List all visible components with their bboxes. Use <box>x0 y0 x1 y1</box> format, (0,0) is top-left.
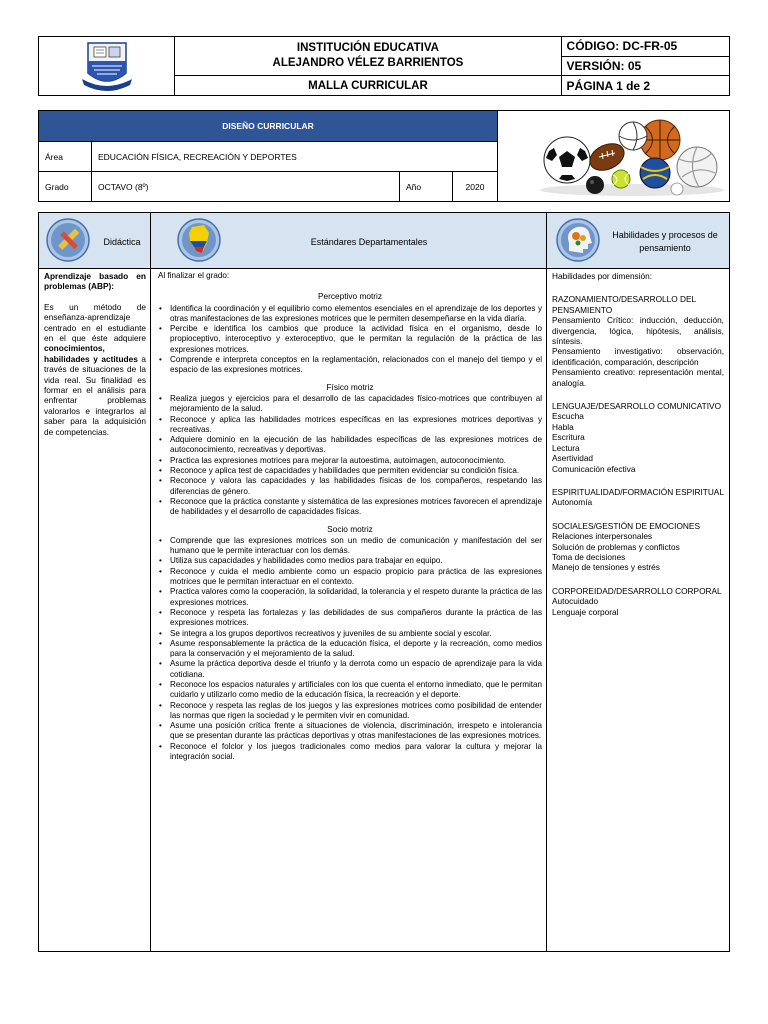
habilidades-title: Habilidades y procesos de pensamiento <box>612 230 718 253</box>
standard-item: • Se integra a los grupos deportivos recreativos y juveniles de su ambiente social y escolar. <box>158 629 542 639</box>
document-type: MALLA CURRICULAR <box>175 76 561 96</box>
standard-item: • Practica valores como la cooperación, la solidaridad, la tolerancia y el respeto durante la práctica de las expresiones motrices. <box>158 587 542 608</box>
institution-line-2: ALEJANDRO VÉLEZ BARRIENTOS <box>272 57 464 69</box>
standard-item: • Practica las expresiones motrices para mejorar la autoestima, autoimagen, autoconocimiento. <box>158 456 542 466</box>
didactica-body-prefix: Es un método de enseñanza-aprendizaje centrado en el estudiante en el que éste adquiere <box>44 301 146 344</box>
standard-item: • Comprende e interpreta conceptos en la reglamentación, relacionados con el manejo del tiempo y el espacio de las expresiones motrices. <box>158 355 542 376</box>
design-title: DISEÑO CURRICULAR <box>39 111 498 142</box>
grado-value: OCTAVO (8º) <box>92 172 400 202</box>
anio-label: Año <box>400 172 453 202</box>
skill-group <box>552 487 724 508</box>
didactica-title: Didáctica <box>103 237 141 247</box>
skill-group-title: CORPOREIDAD/DESARROLLO CORPORAL <box>552 585 722 596</box>
skill-item: Comunicación efectiva <box>552 463 636 474</box>
skill-item: Solución de problemas y conflictos <box>552 541 680 552</box>
institution-line-1: INSTITUCIÓN EDUCATIVA <box>296 42 439 54</box>
anio-value: 2020 <box>453 172 498 202</box>
standard-item: • Reconoce y respeta las fortalezas y las debilidades de sus compañeros durante la práctica de las expresiones motrices. <box>158 608 542 629</box>
skill-item: Pensamiento Crítico: inducción, deducción, divergencia, lógica, hipótesis, análisis, síntesis. <box>552 315 724 347</box>
colombia-map-icon <box>176 217 222 263</box>
estandares-intro: Al finalizar el grado: <box>158 271 230 280</box>
institution-name <box>175 37 561 76</box>
skill-item: Lenguaje corporal <box>552 606 619 617</box>
skill-item: Escucha <box>552 411 584 422</box>
skill-item: Lectura <box>552 442 580 453</box>
didactica-content <box>44 271 146 447</box>
standard-item: • Reconoce el folclor y los juegos tradicionales como medios para valorar la cultura y mejorar la integración social. <box>158 742 542 763</box>
skill-group <box>552 586 724 617</box>
skill-group-title: ESPIRITUALIDAD/FORMACIÓN ESPIRITUAL <box>552 486 724 497</box>
area-value: EDUCACIÓN FÍSICA, RECREACIÓN Y DEPORTES <box>92 142 498 172</box>
estandares-content <box>158 271 542 762</box>
standard-item: • Comprende que las expresiones motrices son un medio de comunicación y manifestación del ser humano que le permite interactuar con los demás. <box>158 536 542 557</box>
column-divider <box>546 213 547 951</box>
skill-item: Pensamiento investigativo: observación, identificación, comparación, descripción <box>552 346 724 367</box>
standard-item: • Reconoce que la práctica constante y sistemática de las expresiones motrices favorecen el aprendizaje de habilidades y el desarrollo de capacidades físicas. <box>158 497 542 518</box>
standard-item: • Identifica la coordinación y el equilibrio como elementos esenciales en el aprendizaje de los deportes y otras manifestaciones de las expresiones motrices que le permiten desempeñarse en la vida diaria. <box>158 304 542 325</box>
standard-item: • Reconoce y valora las capacidades y las habilidades físicas de los compañeros, respetando las diferencias de género. <box>158 476 542 497</box>
skill-group <box>552 294 724 388</box>
skill-item: Asertividad <box>552 453 594 464</box>
logo-cell <box>39 37 175 96</box>
standard-section-title: Perceptivo motriz <box>317 291 383 302</box>
standard-item: • Reconoce y cuida el medio ambiente como un espacio propicio para práctica de las expresiones motrices que le permitan interactuar en el contexto. <box>158 567 542 588</box>
standard-list <box>158 394 542 518</box>
brain-gears-icon <box>555 217 601 263</box>
standard-item: • Adquiere dominio en la ejecución de las habilidades específicas de las expresiones motrices de autoconocimiento, recreativas y deportivas. <box>158 435 542 456</box>
standard-list <box>158 304 542 376</box>
column-divider <box>150 213 151 951</box>
standard-list <box>158 536 542 763</box>
standard-item: • Asume una posición crítica frente a situaciones de violencia, discriminación, irrespeto e intolerancia que se presentan durante las prácticas deportivas y otras manifestaciones de las expresiones motrices. <box>158 721 542 742</box>
skill-item: Autonomía <box>552 497 593 508</box>
pencil-ruler-icon <box>45 217 91 263</box>
standard-section <box>158 382 542 518</box>
habilidades-intro: Habilidades por dimensión: <box>552 271 653 281</box>
school-crest-logo <box>78 39 136 91</box>
standard-item: • Reconoce y aplica las habilidades motrices específicas en las expresiones motrices deportivas y recreativas. <box>158 415 542 436</box>
estandares-title: Estándares Departamentales <box>310 237 428 247</box>
standard-item: • Reconoce y aplica test de capacidades y habilidades que permiten evidenciar su condición física. <box>158 466 542 476</box>
document-version: VERSIÓN: 05 <box>561 56 729 76</box>
page-number: PÁGINA 1 de 2 <box>561 76 729 96</box>
skill-item: Habla <box>552 421 574 432</box>
standard-item: • Asume la práctica deportiva desde el triunfo y la derrota como un espacio de aprendizaje para la vida cotidiana. <box>158 659 542 680</box>
skill-group-title: RAZONAMIENTO/DESARROLLO DEL PENSAMIENTO <box>552 294 696 315</box>
standard-section-title: Socio motriz <box>327 523 373 534</box>
skill-group <box>552 401 724 474</box>
standard-item: • Realiza juegos y ejercicios para el desarrollo de las capacidades físico-motrices que contribuyen al mejoramiento de la salud. <box>158 394 542 415</box>
skill-item: Pensamiento creativo: representación mental, analogía. <box>552 367 724 388</box>
skill-group-title: LENGUAJE/DESARROLLO COMUNICATIVO <box>552 401 722 412</box>
didactica-body <box>44 302 146 437</box>
document-code: CÓDIGO: DC-FR-05 <box>561 37 729 57</box>
skill-item: Relaciones interpersonales <box>552 531 653 542</box>
standard-item: • Asume responsablemente la práctica de la educación física, el deporte y la recreación, como medios para la conservación y el mejoramiento de la salud. <box>158 639 542 660</box>
curriculum-content-section <box>38 212 730 952</box>
didactica-heading: Aprendizaje basado en problemas (ABP): <box>44 271 146 292</box>
skill-group-title: SOCIALES/GESTIÓN DE EMOCIONES <box>552 520 700 531</box>
didactica-body-suffix: a través de situaciones de la vida real. Su finalidad es formar en el análisis para enfrentar problemas valorarlos e integrarlos al saber para la adquisición de competencias. <box>44 353 147 437</box>
area-label: Área <box>39 142 92 172</box>
habilidades-content <box>552 271 724 630</box>
skill-item: Autocuidado <box>552 596 599 607</box>
grado-label: Grado <box>39 172 92 202</box>
skill-item: Escritura <box>552 432 585 443</box>
standard-item: • Reconoce los espacios naturales y artificiales con los que cuenta el entorno inmediato, que le permitan cuidarlo y utilizarlo como medio de la educación física, la recreación y el deporte. <box>158 680 542 701</box>
standard-item: • Percibe e identifica los cambios que produce la actividad física en el organismo, desde lo propioceptivo, interoceptivo y exteroceptivo, que le permitan la regulación de la práctica de las expresiones motrices. <box>158 324 542 355</box>
didactica-body-bold: conocimientos, habilidades y actitudes <box>44 343 138 364</box>
standard-item: • Reconoce y respeta las reglas de los juegos y las expresiones motrices como posibilidad de entender las normas que rigen la sociedad y le permiten vivir en comunidad. <box>158 701 542 722</box>
standard-section <box>158 291 542 375</box>
skill-item: Manejo de tensiones y estrés <box>552 562 660 573</box>
standard-section <box>158 524 542 763</box>
standard-item: • Utiliza sus capacidades y habilidades como medios para trabajar en equipo. <box>158 556 542 566</box>
sports-balls-image <box>537 115 727 197</box>
skill-group <box>552 521 724 573</box>
skill-item: Toma de decisiones <box>552 551 626 562</box>
curricular-design-table <box>38 110 498 202</box>
document-header <box>38 36 730 96</box>
curricular-design-section <box>38 110 730 202</box>
standard-section-title: Físico motriz <box>326 381 374 392</box>
